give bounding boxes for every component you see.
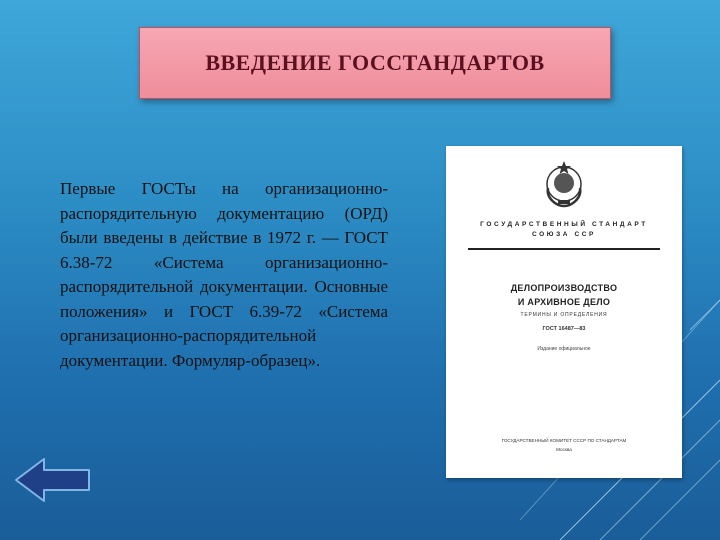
document-title [446, 281, 682, 309]
document-header [446, 220, 682, 240]
document-divider [468, 248, 660, 250]
arrow-left-icon[interactable] [14, 457, 92, 503]
document-subtitle: ТЕРМИНЫ И ОПРЕДЕЛЕНИЯ [520, 312, 608, 318]
ussr-emblem-icon [540, 158, 588, 210]
document-footer-line1: ГОСУДАРСТВЕННЫЙ КОМИТЕТ СССР ПО СТАНДАРТАМ [501, 438, 627, 443]
slide-title-box [139, 27, 611, 99]
document-title-line2: И АРХИВНОЕ ДЕЛО [517, 297, 611, 307]
document-number: ГОСТ 16487—83 [542, 326, 586, 332]
document-header-line2: СОЮЗА ССР [532, 231, 596, 238]
slide-body-text: Первые ГОСТы на организационно-распорядительную документацию (ОРД) были введены в действие в 1972 г. — ГОСТ 6.38-72 «Система организационно-распорядительной документации. Основные положения» и ГОСТ 6.39-72 «Система организационно-распорядительной документации. Формуляр-образец». [60, 179, 388, 370]
slide-title: ВВЕДЕНИЕ ГОССТАНДАРТОВ [205, 50, 545, 75]
document-edition: Издание официальное [537, 346, 591, 352]
document-footer [446, 436, 682, 454]
document-header-line1: ГОСУДАРСТВЕННЫЙ СТАНДАРТ [480, 221, 648, 228]
gost-document-cover [446, 146, 682, 478]
document-footer-line2: Москва [556, 447, 572, 452]
document-title-line1: ДЕЛОПРОИЗВОДСТВО [510, 283, 618, 293]
